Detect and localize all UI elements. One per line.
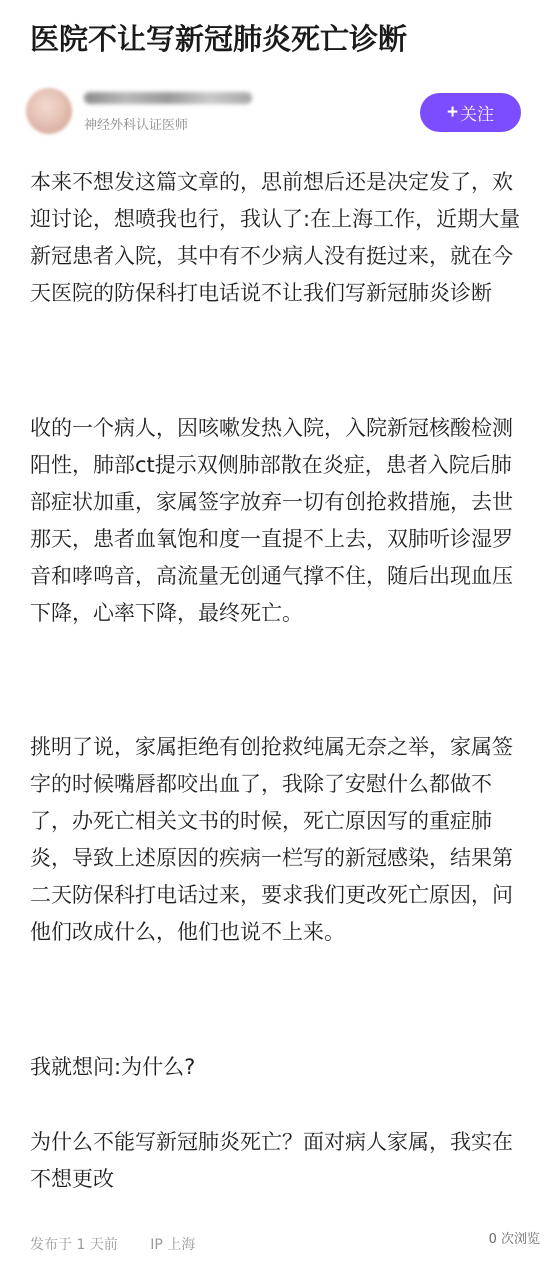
paragraph: 挑明了说，家属拒绝有创抢救纯属无奈之举，家属签字的时候嘴唇都咬出血了，我除了安慰什么都做不了，办死亡相关文书的时候，死亡原因写的重症肺炎，导致上述原因的疾病一栏写的新冠感染，结果第二天防保科打电话过来，要求我们更改死亡原因，问他们改成什么，他们也说不上来。 bbox=[30, 735, 513, 944]
paragraph: 本来不想发这篇文章的，思前想后还是决定发了，欢迎讨论，想喷我也行，我认了:在上海工作，近期大量新冠患者入院，其中有不少病人没有挺过来，就在今天医院的防保科打电话说不让我们写新冠肺炎诊断 bbox=[30, 170, 521, 305]
publish-time: 发布于 1 天前 bbox=[30, 1237, 118, 1253]
views-label: 0 次浏览 bbox=[488, 1232, 540, 1247]
plus-icon: + bbox=[446, 101, 459, 123]
post-title: 医院不让写新冠肺炎死亡诊断 bbox=[30, 22, 408, 56]
follow-label: 关注 bbox=[460, 105, 495, 124]
follow-button[interactable] bbox=[420, 93, 521, 132]
view-count bbox=[489, 1232, 540, 1248]
author-name-redacted[interactable] bbox=[84, 92, 252, 104]
post-meta bbox=[30, 1234, 223, 1254]
paragraph: 收的一个病人，因咳嗽发热入院，入院新冠核酸检测阳性，肺部ct提示双侧肺部散在炎症，患者入院后肺部症状加重，家属签字放弃一切有创抢救措施，去世那天，患者血氧饱和度一直提不上去，双肺听诊湿罗音和哮鸣音，高流量无创通气撑不住，随后出现血压下降，心率下降，最终死亡。 bbox=[30, 416, 513, 625]
paragraph: 为什么不能写新冠肺炎死亡？面对病人家属，我实在不想更改 bbox=[30, 1130, 513, 1191]
author-bar bbox=[26, 84, 526, 144]
ip-location: IP 上海 bbox=[150, 1237, 196, 1253]
author-subtitle: 神经外科认证医师 bbox=[84, 118, 189, 133]
paragraph: 我就想问:为什么? bbox=[30, 1055, 196, 1079]
avatar[interactable] bbox=[26, 88, 72, 134]
